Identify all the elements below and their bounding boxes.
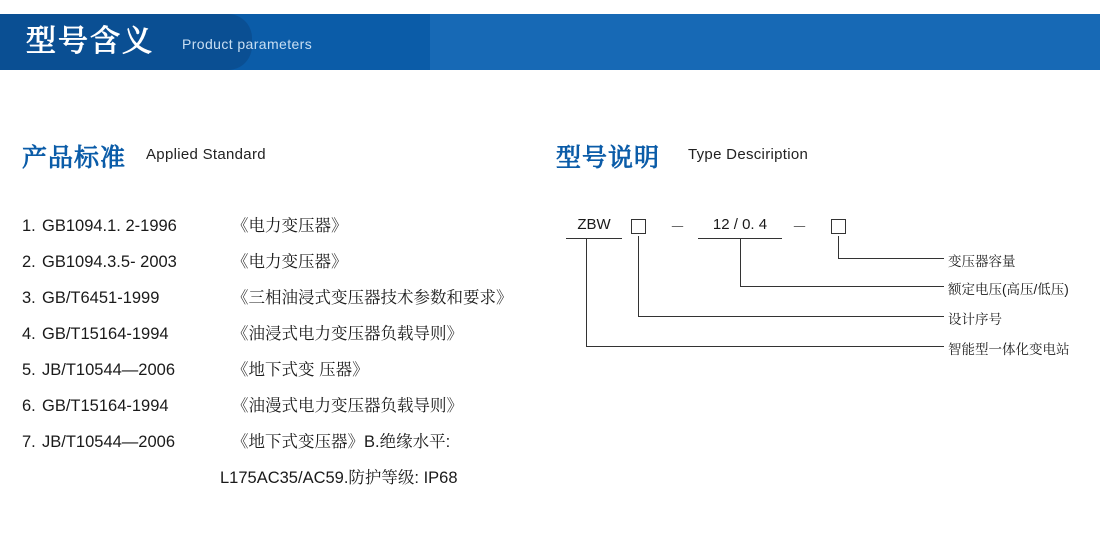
leader-vline-substation [586, 238, 587, 346]
leader-label-substation: 智能型一体化变电站 [948, 342, 1070, 357]
code-box-design-serial [631, 219, 646, 234]
list-item-name: 《油漫式电力变压器负载导则》 [232, 397, 463, 415]
list-item-name: 《电力变压器》 [232, 253, 348, 271]
code-rating: 12 / 0. 4 [712, 216, 768, 233]
type-code-diagram [556, 200, 1086, 460]
list-item [22, 316, 542, 352]
list-item-continuation: L175AC35/AC59.防护等级: IP68 [220, 469, 458, 487]
leader-hline-voltage [740, 286, 944, 287]
leader-label-capacity: 变压器容量 [948, 254, 1016, 269]
leader-hline-serial [638, 316, 944, 317]
list-item-code: JB/T10544—2006 [42, 433, 176, 451]
list-item [22, 352, 542, 388]
list-item-number: 1. [22, 217, 36, 235]
list-item-code: GB/T15164-1994 [42, 325, 169, 343]
code-prefix-underline [566, 238, 622, 239]
code-dash-1: － [670, 219, 686, 236]
standards-list [22, 208, 542, 496]
code-box-capacity [831, 219, 846, 234]
page-header [0, 14, 1100, 70]
list-item-name: 《地下式变 压器》 [232, 361, 369, 379]
list-item-name: 《电力变压器》 [232, 217, 348, 235]
leader-hline-capacity [838, 258, 944, 259]
applied-standard-title: 产品标准 [22, 144, 127, 172]
leader-hline-substation [586, 346, 944, 347]
leader-vline-serial [638, 236, 639, 316]
list-item-code: GB/T15164-1994 [42, 397, 169, 415]
list-item-name: 《地下式变压器》B.绝缘水平: [232, 433, 451, 451]
list-item-number: 3. [22, 289, 36, 307]
list-item-code: GB1094.1. 2-1996 [42, 217, 177, 235]
list-item-code: JB/T10544—2006 [42, 361, 176, 379]
type-description-title: 型号说明 [556, 144, 661, 172]
leader-label-serial: 设计序号 [948, 312, 1002, 327]
code-prefix: ZBW [577, 216, 611, 233]
type-description-subtitle: Type Desciription [688, 146, 809, 163]
list-item-code: GB1094.3.5- 2003 [42, 253, 177, 271]
list-item-number: 5. [22, 361, 36, 379]
page-title: 型号含义 [26, 25, 154, 58]
list-item-name: 《油浸式电力变压器负载导则》 [232, 325, 463, 343]
list-item [22, 388, 542, 424]
leader-label-voltage: 额定电压(高压/低压) [948, 282, 1069, 297]
list-item-code: GB/T6451-1999 [42, 289, 160, 307]
list-item [22, 424, 542, 460]
list-item-number: 4. [22, 325, 36, 343]
code-dash-2: － [792, 219, 808, 236]
list-item-number: 2. [22, 253, 36, 271]
list-item-name: 《三相油浸式变压器技术参数和要求》 [232, 289, 513, 307]
list-item-number: 7. [22, 433, 36, 451]
header-bar-light [430, 14, 1100, 70]
applied-standard-subtitle: Applied Standard [146, 146, 266, 163]
page-subtitle: Product parameters [182, 36, 313, 52]
leader-vline-capacity [838, 236, 839, 258]
leader-vline-voltage [740, 238, 741, 286]
list-item [22, 244, 542, 280]
list-item [22, 208, 542, 244]
list-item-number: 6. [22, 397, 36, 415]
list-item [22, 280, 542, 316]
